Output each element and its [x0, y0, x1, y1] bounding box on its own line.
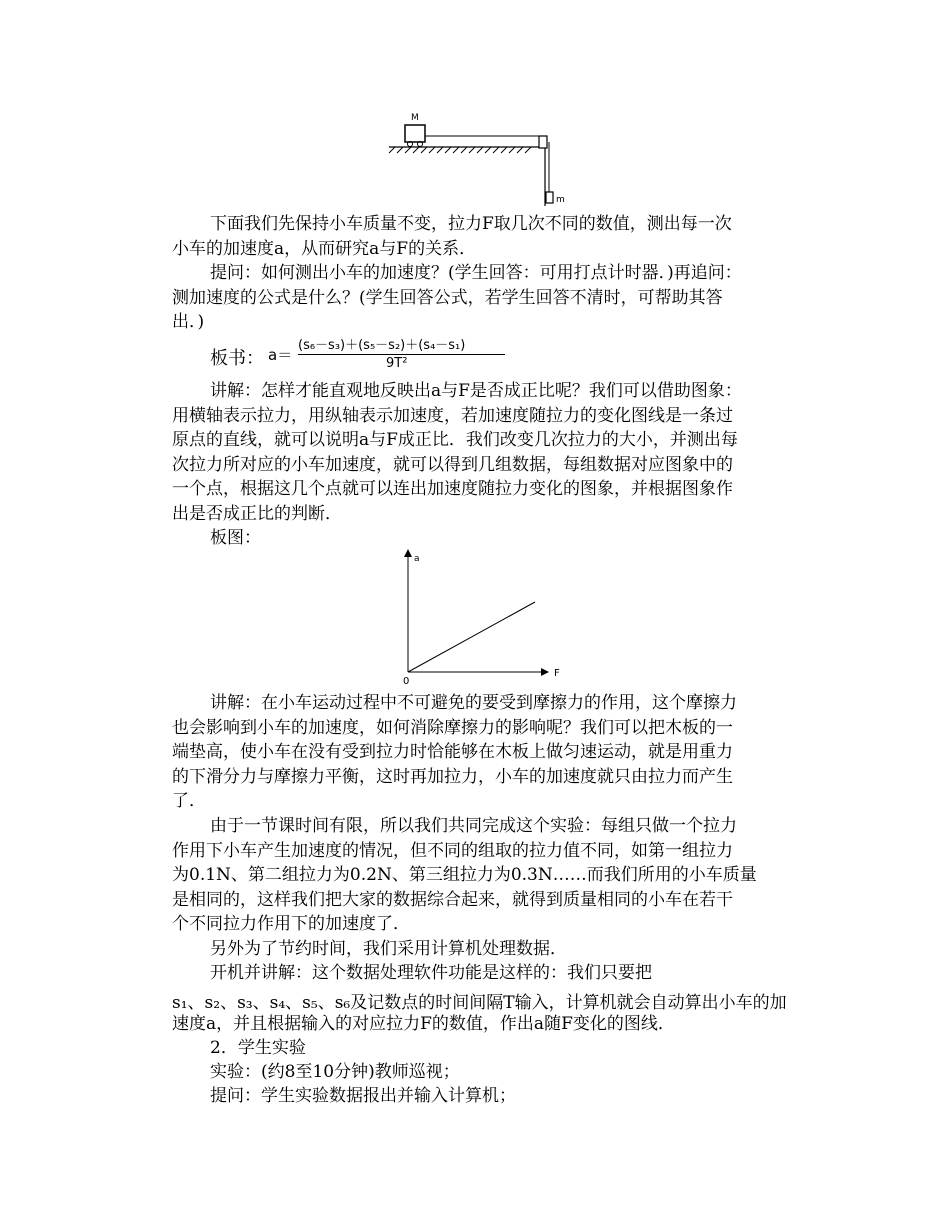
cart-body [405, 125, 425, 142]
paragraph-friction [172, 691, 784, 814]
text-line: 次拉力所对应的小车加速度，就可以得到几组数据，每组数据对应图象中的 [172, 454, 733, 475]
x-axis-label: F [554, 668, 560, 679]
paragraph-experiment [172, 1060, 784, 1085]
paragraph-software [172, 961, 784, 986]
text-line: 下面我们先保持小车质量不变，拉力F取几次不同的数值，测出每一次 [210, 214, 732, 234]
text-line: 提问：如何测出小车的加速度？(学生回答：可用打点计时器．)再追问： [210, 263, 742, 283]
section-title: 2．学生实验 [210, 1038, 306, 1058]
text-line: 速度a，并且根据输入的对应拉力F的数值，作出a随F变化的图线． [172, 1014, 675, 1034]
origin-label: 0 [403, 676, 410, 686]
paragraph-intro [172, 212, 784, 261]
text-line: 板图： [210, 528, 261, 548]
text-line: 由于一节课时间有限，所以我们共同完成这个实验：每组只做一个拉力 [210, 816, 737, 836]
paragraph-explanation-graph [172, 379, 784, 526]
fraction-bar [298, 354, 505, 355]
software-input-line [172, 988, 787, 1013]
text-line: 为0.1N、第二组拉力为0.2N、第三组拉力为0.3N……而我们所用的小车质量 [172, 865, 757, 885]
paragraph-data-report [172, 1084, 784, 1109]
hanging-mass [546, 192, 553, 203]
text-line: 及记数点的时间间隔T输入，计算机就会自动算出小车的加 [350, 993, 787, 1013]
board-label: 板书： [210, 348, 264, 369]
text-line: 提问：学生实验数据报出并输入计算机； [210, 1086, 516, 1106]
text-line: 端垫高，使小车在没有受到拉力时恰能够在木板上做匀速运动，就是用重力 [172, 742, 733, 762]
paragraph-software-cont [172, 1012, 784, 1037]
text-line: 开机并讲解：这个数据处理软件功能是这样的：我们只要把 [210, 963, 652, 983]
text-line: 了． [172, 791, 206, 811]
formula-lhs: a＝ [268, 346, 293, 364]
formula-numerator: (s₆－s₃)＋(s₅－s₂)＋(s₄－s₁) [298, 338, 466, 353]
pulley [539, 136, 547, 148]
y-axis-label: a [414, 554, 420, 564]
formula-denominator: 9T² [386, 356, 408, 371]
distance-symbols: s₁、s₂、s₃、s₄、s₅、s₆ [172, 993, 351, 1013]
label-hanging-mass: m [556, 195, 565, 205]
text-line: 用横轴表示拉力，用纵轴表示加速度，若加速度随拉力的变化图线是一条过 [172, 405, 733, 426]
text-line: 原点的直线，就可以说明a与F成正比．我们改变几次拉力的大小，并测出每 [172, 430, 738, 450]
text-line: 是相同的，这样我们把大家的数据综合起来，就得到质量相同的小车在若干 [172, 889, 733, 910]
text-line: 也会影响到小车的加速度，如何消除摩擦力的影响呢？我们可以把木板的一 [172, 717, 733, 738]
label-cart-mass: M [411, 113, 419, 123]
text-line: 作用下小车产生加速度的情况，但不同的组取的拉力值不同，如第一组拉力 [172, 840, 733, 861]
paragraph-question [172, 261, 784, 335]
proportional-line [408, 602, 535, 672]
text-line: 一个点，根据这几个点就可以连出加速度随拉力变化的图象，并根据图象作 [172, 479, 733, 499]
text-line: 出．) [172, 312, 205, 332]
apparatus-figure [385, 110, 575, 206]
text-line: 个不同拉力作用下的加速度了． [172, 914, 410, 934]
text-line: 测加速度的公式是什么？(学生回答公式，若学生回答不清时，可帮助其答 [172, 287, 723, 308]
text-line: 的下滑分力与摩擦力平衡，这时再加拉力，小车的加速度就只由拉力而产生 [172, 766, 733, 787]
text-line: 另外为了节约时间，我们采用计算机处理数据． [210, 939, 567, 959]
paragraph-computer [172, 937, 784, 962]
a-f-graph [396, 546, 576, 686]
text-line: 出是否成正比的判断． [172, 503, 342, 524]
board-hatching [389, 147, 531, 153]
paragraph-group-experiment [172, 814, 784, 937]
text-line: 实验：(约8至10分钟)教师巡视； [210, 1062, 460, 1082]
text-line: 小车的加速度a，从而研究a与F的关系． [172, 238, 477, 259]
text-line: 讲解：怎样才能直观地反映出a与F是否成正比呢？我们可以借助图象： [210, 381, 742, 401]
section-heading [172, 1036, 784, 1061]
text-line: 讲解：在小车运动过程中不可避免的要受到摩擦力的作用，这个摩擦力 [210, 693, 737, 713]
